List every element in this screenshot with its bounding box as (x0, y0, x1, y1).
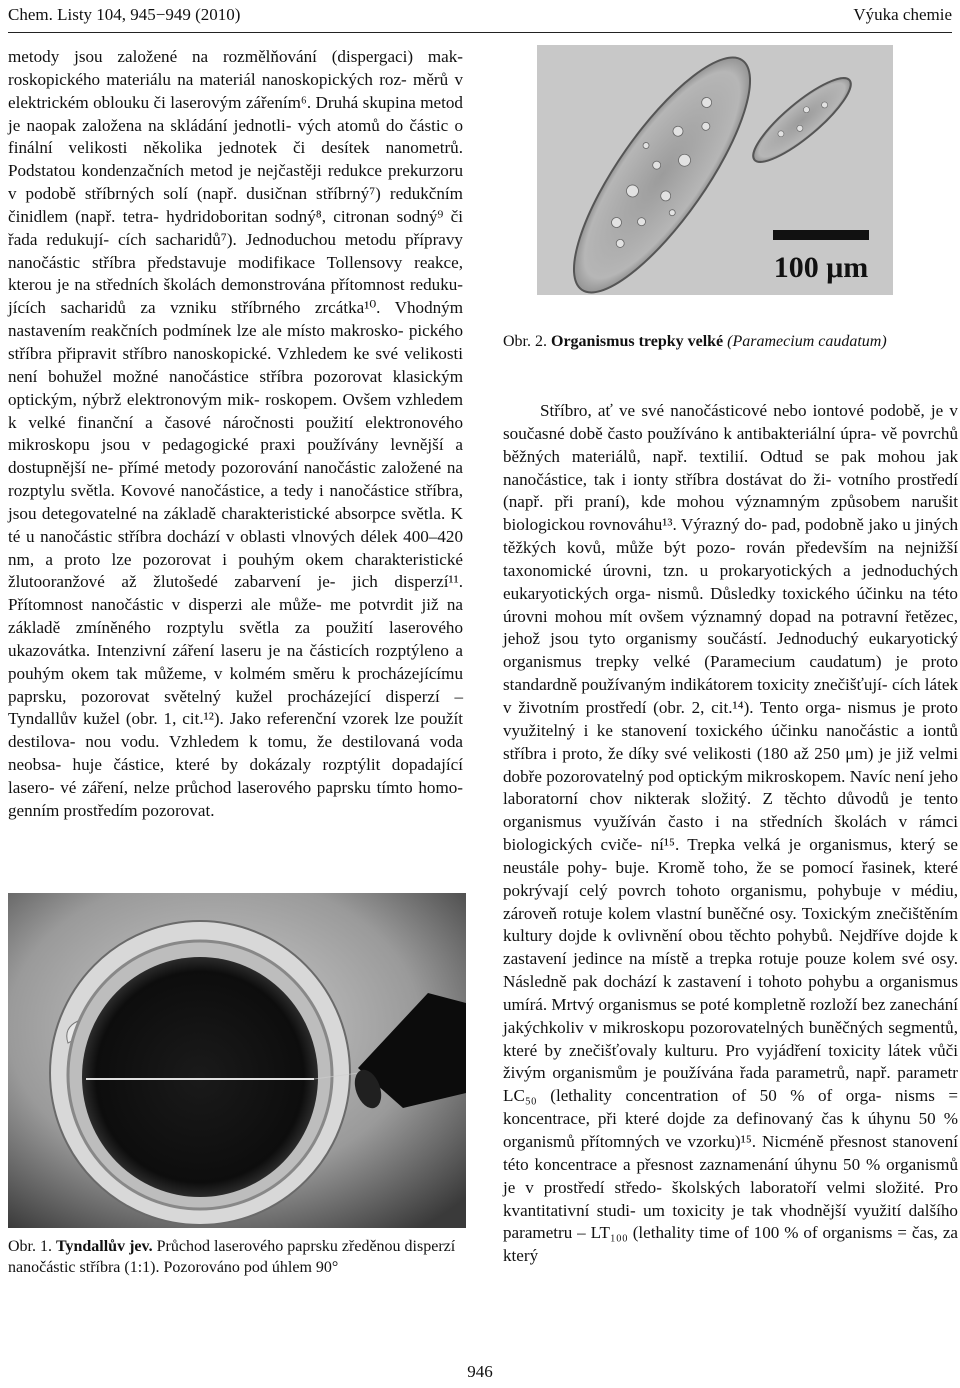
figure1-label: Obr. 1. (8, 1238, 52, 1255)
left-column-paragraph (8, 46, 463, 823)
figure1-title: Tyndallův jev. (56, 1238, 153, 1255)
figure2-caption (503, 331, 958, 352)
left_column-line: přímé metody pozorování nanočástic založené na rozptylu (8, 458, 463, 501)
right_column-line: by znečišťovaly kulturu. Pro vyjádření toxicity látek vůči (544, 1040, 958, 1060)
right_column-line: u prokaryotických a jednoduchých eukaryotických orga- (503, 560, 958, 603)
right_column-line: způsobem narušit biologickou rovnováhu¹³. Výrazný do- (503, 492, 959, 535)
left_column-line: metody jsou založené na rozmělňování (dispergaci) mak- (8, 47, 463, 66)
left_column-line: měrů v elektrickém oblouku či laserovým zářením⁶. Druhá (8, 69, 463, 112)
left_column-line: jících sacharidů za vzniku stříbrného zrcátka¹⁰. Vhodným (8, 298, 463, 318)
right_column-line: votního prostředí (např. při praní), kde mohou významným (503, 469, 958, 512)
left_column-line: stříbra představuje modifikace Tollensovy reakce, kterou (8, 252, 464, 295)
journal-citation: Chem. Listy 104, 945−949 (2010) (8, 5, 241, 24)
left_column-line: genním prostředím pozorovat. (8, 800, 215, 820)
right_column-line: až 250 μm) je již velmi dobře pozorovatelný pod optickým (503, 743, 959, 786)
right_column-line: složitý. Z těchto důvodů je tento organismus využíván (503, 789, 958, 832)
right_column-line: Nicméně přesnost stanovení této koncentrace a přesnost (503, 1132, 958, 1174)
figure1-text: Průchod laserového paprsku zředěnou disperzí nanočástic stříbra (1:1). Pozorováno pod úhlem 90° (8, 1238, 456, 1276)
right_column-line: vě povrchů běžných materiálů, např. textilií. Odtud se pak (503, 423, 958, 466)
left_column-line: na částicích rozptýleno a pouhým okem tak můžeme, (8, 640, 463, 683)
right_column-line: mít ovšem významný dopad na potravní řetězec, jehož (503, 606, 958, 649)
right_column-line: organismus trepky velké (Paramecium caudatum) je proto (503, 652, 958, 672)
left_column-line: pozorovat klasickým optickým, nýbrž elektronovým mik- (8, 366, 463, 409)
right_column-line: zaznamenání úhynu 50 % organismů je v prostředí středo- (503, 1154, 958, 1197)
scale-bar-label: 100 μm (773, 251, 869, 284)
right_column-line: pohybu a organismus umírá. Mrtvý organismus se poté (503, 972, 958, 1014)
right_column-line: živým organismům je používána řada parametrů, např. (503, 1063, 891, 1083)
right_column-line: pad, podobně jako u jiných těžkých kovů, může být pozo- (503, 515, 958, 558)
right_column-line: kultury dojde k ovlivnění obou těchto pohybů. Nejdříve (503, 926, 899, 946)
left_column-line: nou vodu. Vzhledem k tomu, že destilovaná voda neobsa- (8, 732, 463, 775)
left_column-line: charakteristické žlutooranžové až žlutošedé zabarvení je- (8, 549, 463, 592)
right_column-line: rotuje kolem vlastní buněčné osy. Toxickým znečištěním (562, 903, 958, 923)
right_column-line: nismů. Důsledky toxického účinku na této úrovni mohou (503, 583, 958, 626)
left_column-line: náročnosti použití elektronového mikroskopu jsou (8, 412, 463, 455)
right-column-paragraph (503, 400, 958, 1268)
running-header (8, 0, 952, 33)
figure1-caption (8, 1236, 466, 1278)
left-column-text (8, 46, 463, 823)
left_column-line: roskopem. Ovšem vzhledem k velké finanční a časové (8, 389, 464, 432)
left_column-line: jsou detegovatelné na základě charakteristické absorpce (8, 503, 396, 523)
right_column-line: mikroskopem. Navíc není jeho laboratorní chov nikterak (503, 766, 959, 809)
right_column-line: cích látek v životním prostředí (obr. 2, cit.¹⁴). Tento orga- (503, 675, 959, 717)
figure2-title: Organismus trepky velké (551, 333, 724, 350)
left_column-line: délek 400–420 nm, a proto lze pozorovat i pouhým okem (8, 526, 463, 569)
right_column-line: buje. Kromě toho, že se pomocí řasinek, které pokrývají (503, 857, 958, 900)
left_column-line: ke své velikosti není bohužel možné nanočástice stříbra (8, 343, 463, 386)
right_column-line: v mikroskopu pozorovatelných buněčných segmentů, které (503, 1017, 958, 1060)
right_column-line: LT₁₀₀ (lethality time of 100 % of organisms = čas, za který (503, 1223, 958, 1266)
right_column-line: mohou jak nanočástice, tak i ionty stříbra dostávat do ži- (503, 446, 958, 489)
right_column-line: ní¹⁵. Trepka velká je organismus, který se neustále pohy- (503, 835, 958, 877)
left_column-line: v pedagogické praxi používány levnější a dostupnější ne- (8, 435, 463, 478)
scale-bar (773, 230, 869, 240)
left_column-line: me potvrdit již na základě zmíněného rozptylu světla za (8, 595, 463, 638)
left_column-line: v kolmém směru k procházejícímu paprsku, pozorovat (8, 663, 464, 706)
beaker-liquid (82, 957, 318, 1197)
right_column-line: Stříbro, ať ve své nanočásticové nebo iontové podobě, (540, 401, 925, 420)
figure2-text: (Paramecium caudatum) (727, 333, 887, 350)
right_column-line: parametr LC₅₀ (lethality concentration of 50 % of orga- (503, 1063, 959, 1106)
left_column-line: pického stříbra připravit stříbro nanoskopické. Vzhledem (8, 321, 463, 363)
left_column-line: vých atomů do částic o finální velikosti několika jednotek (8, 115, 463, 158)
right_column-line: je v současné době často používáno k antibakteriální úpra- (503, 401, 958, 443)
right_column-line: dojde k zastavení jedince na místě a trepka rotuje pouze (503, 926, 958, 969)
right_column-line: nanočástic a iontů stříbra i proto, že díky své velikosti (180 (503, 720, 958, 763)
left_column-line: roskopického materiálu na materiál nanoskopických roz- (8, 69, 407, 89)
left_column-line: hydridoboritan sodný⁸, citronan sodný⁹ či řada redukují- (8, 206, 463, 249)
left_column-line: použití laserového ukazovátka. Intenzivní záření laseru je (8, 618, 463, 660)
paramecium-micrograph (537, 45, 893, 295)
left_column-line: je na středních školách demonstrována přítomnost reduku- (56, 275, 463, 295)
left_column-line: vé záření, nelze průchod laserového paprsku tímto homo- (60, 778, 463, 797)
right_column-line: nismus je proto využitelný i ke stanovení toxického účinku (503, 697, 958, 740)
left_column-line: huje částice, které by dokázaly rozptýlit dopadající lasero- (8, 755, 463, 797)
right_column-line: školských laboratoří velmi složité. Pro kvantitativní studi- (503, 1177, 958, 1220)
left_column-line: světla. Kovové nanočástice, a tedy i nanočástice stříbra, (70, 481, 463, 501)
left_column-line: světelný kužel procházející disperzí – Tyndallův kužel (8, 686, 463, 729)
right_column-line: kompletně rozloží bez zanechání jakýchkoliv (503, 994, 959, 1037)
page-number: 946 (467, 1362, 493, 1381)
right_column-line: celý povrch tohoto organismu, pohybuje v médiu, zároveň (503, 880, 958, 923)
left_column-line: (např. dusičnan stříbrný⁷) redukčním činidlem (např. tetra- (8, 184, 463, 226)
left_column-line: či desítek nanometrů. Podstatou kondenzačních metod je (8, 138, 463, 181)
right_column-line: standardně používaným indikátorem toxicity znečišťují- (503, 675, 888, 695)
section-title: Výuka chemie (853, 5, 952, 24)
left_column-line: nejčastěji redukce prekurzoru v podobě stříbrných solí (8, 161, 463, 204)
left_column-line: skupina metod je naopak založena na skládání jednotli- (8, 92, 463, 135)
left_column-line: světla. K té u nanočástic stříbra dochází v oblasti vlnových (8, 503, 463, 546)
right_column-line: k úhynu 50 % organismů přítomných ve vzorku)¹⁵. (503, 1109, 958, 1151)
right_column-line: nisms = koncentrace, při které dojde za definovaný čas (503, 1086, 958, 1129)
right_column-line: kolem své osy. Následně pak dochází k zastavení i tohoto (503, 949, 958, 992)
left_column-line: jich disperzí¹¹. Přítomnost nanočástic v disperzi ale může- (8, 572, 463, 615)
right-column-text (503, 400, 958, 1268)
right_column-line: rován především na nejnižší taxonomické úrovni, tzn. (503, 538, 959, 580)
right_column-line: um toxicity je tak vhodnější využití dalšího parametru – (503, 1200, 958, 1243)
right_column-line: jsou tyto organismy součástí. Jednoduchý eukaryotický (550, 629, 958, 649)
figure2-label: Obr. 2. (503, 333, 547, 350)
tyndall-beaker-photo (8, 893, 466, 1228)
left_column-line: (obr. 1, cit.¹²). Jako referenční vzorek lze použít destilova- (8, 709, 463, 752)
left_column-line: nastavením reakčních podmínek lze ale místo makrosko- (8, 321, 404, 341)
right_column-line: často i na středních školách v rámci biologických cviče- (503, 812, 958, 855)
left_column-line: cích sacharidů⁷). Jednoduchou metodu přípravy nanočástic (8, 229, 463, 272)
